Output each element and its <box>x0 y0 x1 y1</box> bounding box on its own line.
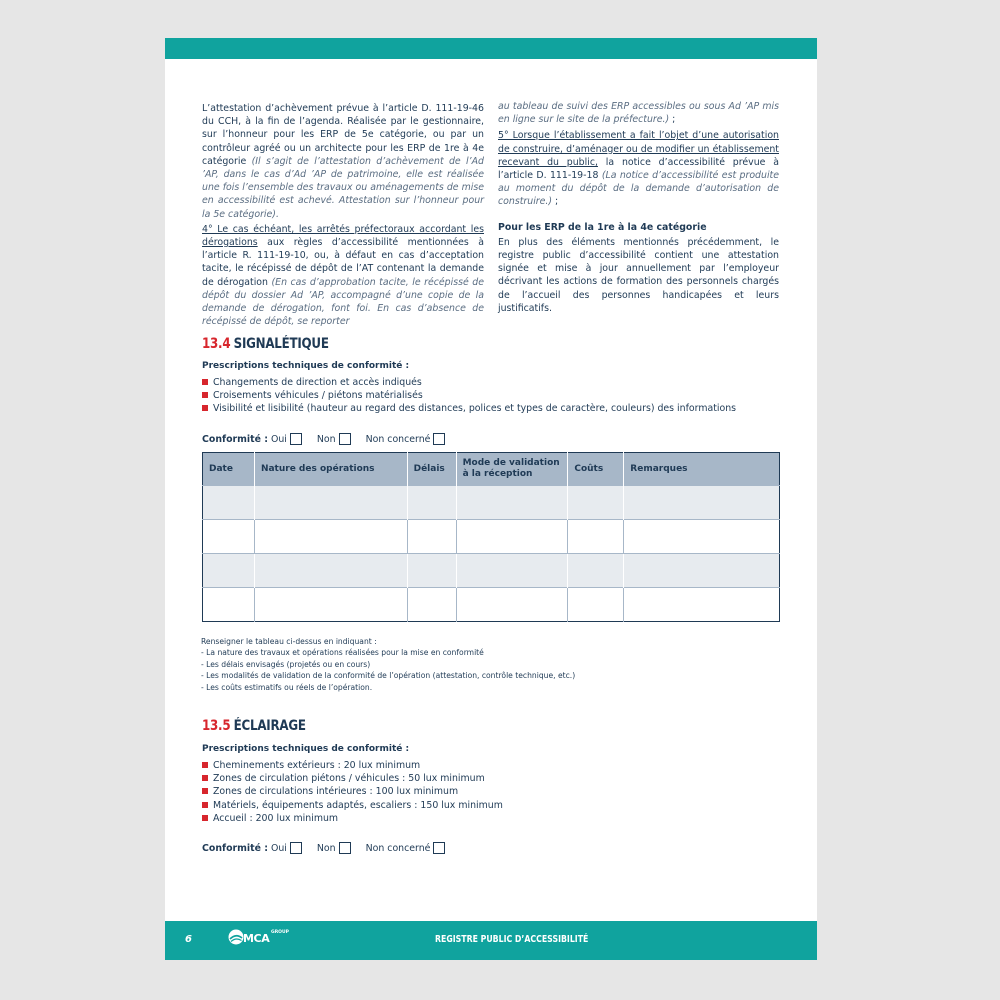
logo-subtext: GROUP <box>271 930 289 935</box>
non-concerne-checkbox[interactable] <box>433 842 445 854</box>
non-label: Non <box>316 433 336 445</box>
attestation-paragraph: L’attestation d’achèvement prévue à l’article D. 111-19-46 du CCH, à la fin de l’agenda. Réalisée par le gestionnaire, sur l’honneur pour les ERP de 5e catégorie, ou par un contrôleur agréé ou un architecte pour les ERP de 1re à 4e catégorie (Il s’agit de l’attestation d’achèvement de l’Ad ’AP, dans le cas d’Ad ’AP de patrimoine, elle est réalisée une fois l’ensemble des travaux ou aménagements de mise en accessibilité est achevé. Attestation sur l’honneur pour la 5e catégorie). <box>202 103 484 220</box>
column-header: Nature des opérations <box>254 453 407 486</box>
right-column <box>498 100 779 317</box>
table-cell[interactable] <box>203 554 255 588</box>
table-cell[interactable] <box>254 588 407 622</box>
erp-subtitle: Pour les ERP de la 1re à la 4e catégorie <box>498 221 707 233</box>
conformite-label: Conformité : <box>202 433 268 445</box>
conformite-label: Conformité : <box>202 842 268 854</box>
prefecture-paragraph: au tableau de suivi des ERP accessibles ou sous Ad ’AP mis en ligne sur le site de la préfecture.) ; <box>498 101 779 126</box>
operations-table <box>202 452 780 622</box>
table-cell[interactable] <box>568 588 624 622</box>
footer-band <box>165 921 817 960</box>
prescriptions-title: Prescriptions techniques de conformité : <box>202 361 410 371</box>
section-title-signaletique: 13.4 SIGNALÉTIQUE <box>202 336 329 352</box>
left-column <box>202 102 484 330</box>
table-cell[interactable] <box>568 554 624 588</box>
table-header-row <box>203 453 780 486</box>
non-concerne-checkbox[interactable] <box>433 433 445 445</box>
header-band <box>165 38 817 59</box>
mca-logo-icon <box>228 929 244 945</box>
table-cell[interactable] <box>624 554 780 588</box>
table-row <box>203 486 780 520</box>
column-header: Délais <box>407 453 456 486</box>
column-header: Remarques <box>624 453 780 486</box>
column-header: Coûts <box>568 453 624 486</box>
list-item: Croisements véhicules / piétons matérialisés <box>202 389 736 402</box>
table-cell[interactable] <box>203 588 255 622</box>
list-item: Visibilité et lisibilité (hauteur au regard des distances, polices et types de caractère, couleurs) des informations <box>202 402 736 415</box>
list-item: Zones de circulation piétons / véhicules : 50 lux minimum <box>202 772 503 785</box>
instruction-line: Renseigner le tableau ci-dessus en indiquant : <box>201 637 377 646</box>
eclairage-list <box>202 759 503 825</box>
list-item: Zones de circulations intérieures : 100 lux minimum <box>202 785 503 798</box>
table-row <box>203 588 780 622</box>
instruction-line: - Les coûts estimatifs ou réels de l’opération. <box>201 682 373 692</box>
logo-text: MCA <box>243 932 270 945</box>
derogation-paragraph: 4° Le cas échéant, les arrêtés préfectoraux accordant les dérogations aux règles d’accessibilité mentionnées à l’article R. 111-19-10, ou, à défaut en cas d’acceptation tacite, le récépissé de dépôt de l’AT contenant la demande de dérogation (En cas d’approbation tacite, le récépissé de dépôt du dossier Ad ’AP, accompagné d’une copie de la demande de dérogation, font foi. En cas d’absence de récépissé de dépôt, se reporter <box>202 223 484 328</box>
formation-paragraph: En plus des éléments mentionnés précédemment, le registre public d’accessibilité contient une attestation signée et mise à jour annuellement par l’employeur décrivant les actions de formation des personnels chargés de l’accueil des personnes handicapées et leurs justificatifs. <box>498 236 779 314</box>
non-label: Non <box>316 842 336 854</box>
table-cell[interactable] <box>568 520 624 554</box>
table-cell[interactable] <box>254 520 407 554</box>
prescriptions-title: Prescriptions techniques de conformité : <box>202 744 410 754</box>
footer-title: REGISTRE PUBLIC D’ACCESSIBILITÉ <box>435 934 589 945</box>
conformite-row-eclairage <box>202 842 460 854</box>
table-cell[interactable] <box>456 486 568 520</box>
document-page <box>165 38 817 960</box>
instruction-line: - La nature des travaux et opérations réalisées pour la mise en conformité <box>201 648 484 658</box>
table-cell[interactable] <box>407 588 456 622</box>
table-instructions <box>201 636 575 693</box>
table-cell[interactable] <box>568 486 624 520</box>
notice-paragraph: 5° Lorsque l’établissement a fait l’objet d’une autorisation de construire, d’aménager ou de modifier un établissement recevant du public, la notice d’accessibilité prévue à l’article D. 111-19-18 (La notice d’accessibilité est produite au moment du dépôt de la demande d’autorisation de construire.) ; <box>498 130 779 208</box>
non-concerne-label: Non concerné <box>365 433 431 445</box>
instruction-line: - Les modalités de validation de la conformité de l’opération (attestation, contrôle technique, etc.) <box>201 671 576 681</box>
signaletique-list <box>202 376 736 416</box>
table-cell[interactable] <box>407 520 456 554</box>
column-header: Mode de validation à la réception <box>456 453 568 486</box>
table-cell[interactable] <box>624 520 780 554</box>
table-row <box>203 520 780 554</box>
column-header: Date <box>203 453 255 486</box>
table-cell[interactable] <box>203 520 255 554</box>
instruction-line: - Les délais envisagés (projetés ou en cours) <box>201 659 371 669</box>
non-checkbox[interactable] <box>339 842 351 854</box>
list-item: Cheminements extérieurs : 20 lux minimum <box>202 759 503 772</box>
table-row <box>203 554 780 588</box>
section-title-eclairage: 13.5 ÉCLAIRAGE <box>202 718 306 734</box>
oui-label: Oui <box>270 433 287 445</box>
non-checkbox[interactable] <box>339 433 351 445</box>
oui-label: Oui <box>270 842 287 854</box>
table-cell[interactable] <box>254 554 407 588</box>
table-cell[interactable] <box>456 520 568 554</box>
table-cell[interactable] <box>407 554 456 588</box>
table-cell[interactable] <box>203 486 255 520</box>
list-item: Accueil : 200 lux minimum <box>202 812 503 825</box>
table-cell[interactable] <box>624 486 780 520</box>
oui-checkbox[interactable] <box>290 433 302 445</box>
oui-checkbox[interactable] <box>290 842 302 854</box>
table-cell[interactable] <box>624 588 780 622</box>
page-number: 6 <box>185 934 192 945</box>
non-concerne-label: Non concerné <box>365 842 431 854</box>
list-item: Changements de direction et accès indiqués <box>202 376 736 389</box>
table-cell[interactable] <box>407 486 456 520</box>
table-cell[interactable] <box>456 588 568 622</box>
table-cell[interactable] <box>254 486 407 520</box>
conformite-row-signaletique <box>202 433 460 445</box>
table-cell[interactable] <box>456 554 568 588</box>
list-item: Matériels, équipements adaptés, escaliers : 150 lux minimum <box>202 799 503 812</box>
